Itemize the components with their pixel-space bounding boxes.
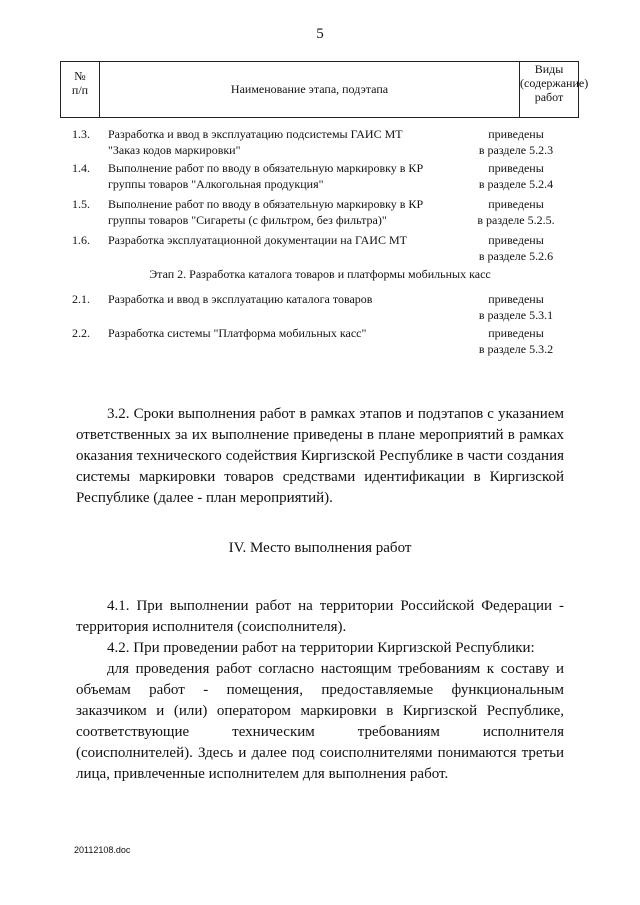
stage-2-title: Этап 2. Разработка каталога товаров и платформы мобильных касс bbox=[149, 267, 491, 281]
row-ref: приведены в разделе 5.2.3 bbox=[478, 127, 554, 157]
row-ref: приведены в разделе 5.2.4 bbox=[478, 161, 554, 191]
paragraph-4-2-body: для проведения работ согласно настоящим требованиям к составу и объемам работ - помещения, предоставляемые функциональным заказчиком и (или) оператором маркировки в Киргизской Республике, соответствующие техническим требованиям исполнителя (соисполнителей). Здесь и далее под соисполнителями понимаются третьи лица, привлеченные исполнителем для выполнения работ. bbox=[76, 661, 564, 782]
row-number: 2.2. bbox=[72, 326, 90, 340]
row-number: 1.6. bbox=[72, 233, 90, 247]
row-name: Разработка системы "Платформа мобильных касс" bbox=[108, 326, 367, 340]
row-number: 2.1. bbox=[72, 292, 90, 306]
paragraph-3-2: 3.2. Сроки выполнения работ в рамках этапов и подэтапов с указанием ответственных за их выполнение приведены в плане мероприятий в рамках оказания технического содействия Киргизской Республике в части создания системы маркировки товаров средствами идентификации в Киргизской Республике (далее - план мероприятий). bbox=[76, 406, 564, 506]
row-name: Выполнение работ по вводу в обязательную маркировку в КР группы товаров "Сигареты (с фильтром, без фильтра)" bbox=[108, 197, 424, 227]
row-name: Разработка и ввод в эксплуатацию подсистемы ГАИС МТ "Заказ кодов маркировки" bbox=[108, 127, 403, 157]
header-type-line3: работ bbox=[534, 90, 564, 104]
page-number: 5 bbox=[316, 26, 324, 42]
row-number: 1.3. bbox=[72, 127, 90, 141]
row-number: 1.4. bbox=[72, 161, 90, 175]
paragraph-4-1: 4.1. При выполнении работ на территории Российской Федерации - территория исполнителя (соисполнителя). bbox=[76, 598, 564, 635]
row-name: Выполнение работ по вводу в обязательную маркировку в КР группы товаров "Алкогольная продукция" bbox=[108, 161, 424, 191]
paragraph-4-2: 4.2. При проведении работ на территории Киргизской Республики: bbox=[107, 640, 535, 656]
file-name-footer: 20112108.doc bbox=[74, 845, 131, 855]
row-name: Разработка эксплуатационной документации на ГАИС МТ bbox=[108, 233, 407, 247]
row-ref: приведены в разделе 5.2.5. bbox=[477, 197, 555, 227]
header-number-cell bbox=[61, 62, 100, 117]
header-number-label: п/п bbox=[71, 83, 89, 97]
header-type-line2: (содержание) bbox=[520, 76, 589, 90]
row-ref: приведены в разделе 5.3.1 bbox=[478, 292, 554, 322]
header-type-cell bbox=[520, 62, 589, 117]
row-number: 1.5. bbox=[72, 197, 90, 211]
header-type-line1: Виды bbox=[534, 62, 564, 76]
section-heading-iv: IV. Место выполнения работ bbox=[228, 540, 412, 556]
table-header bbox=[60, 61, 589, 118]
header-number-sign: № bbox=[74, 69, 86, 83]
row-ref: приведены в разделе 5.2.6 bbox=[478, 233, 554, 263]
header-name-cell: Наименование этапа, подэтапа bbox=[100, 62, 520, 117]
row-name: Разработка и ввод в эксплуатацию каталога товаров bbox=[108, 292, 373, 306]
row-ref: приведены в разделе 5.3.2 bbox=[478, 326, 554, 356]
